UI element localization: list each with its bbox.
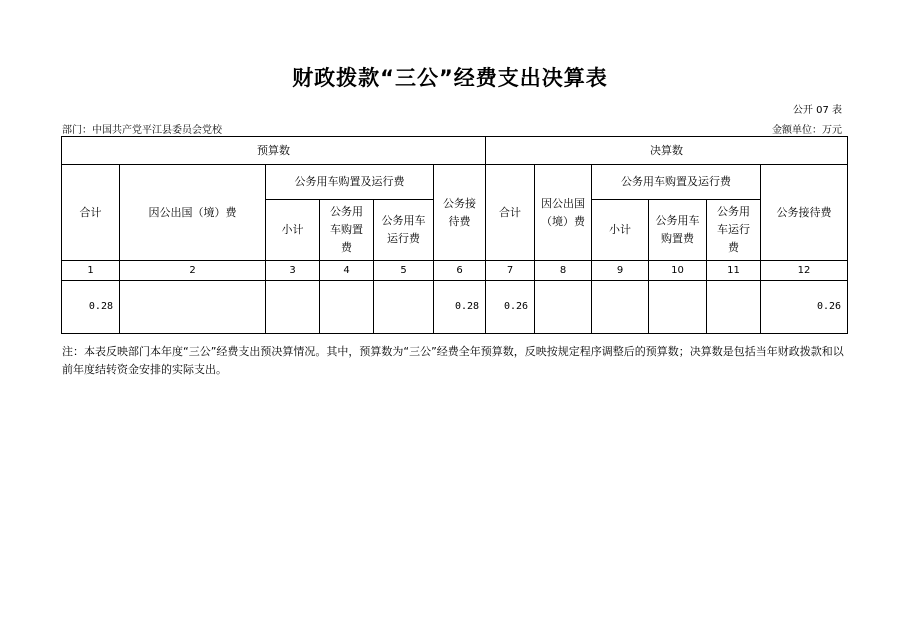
budget-vehicle-group-header: 公务用车购置及运行费	[266, 165, 434, 200]
final-subtotal-header: 小计	[592, 200, 649, 261]
column-number: 11	[707, 261, 761, 281]
final-abroad-value	[535, 281, 592, 334]
final-vehicle-operation-value	[707, 281, 761, 334]
column-number: 10	[649, 261, 707, 281]
final-vehicle-purchase-value	[649, 281, 707, 334]
budget-vehicle-purchase-value	[320, 281, 374, 334]
amount-unit-label: 金额单位：万元	[772, 125, 842, 136]
column-number: 12	[761, 261, 848, 281]
final-vehicle-group-header: 公务用车购置及运行费	[592, 165, 761, 200]
column-number: 3	[266, 261, 320, 281]
form-code: 公开 07 表	[792, 105, 842, 116]
column-number: 8	[535, 261, 592, 281]
column-number: 6	[434, 261, 486, 281]
budget-total-header: 合计	[62, 165, 120, 261]
budget-reception-header: 公务接待费	[434, 165, 486, 261]
final-reception-header: 公务接待费	[761, 165, 848, 261]
budget-vehicle-subtotal-value	[266, 281, 320, 334]
budget-total-value: 0.28	[62, 281, 120, 334]
budget-vehicle-purchase-header: 公务用车购置费	[320, 200, 374, 261]
budget-reception-value: 0.28	[434, 281, 486, 334]
final-vehicle-operation-header: 公务用车运行费	[707, 200, 761, 261]
budget-abroad-header: 因公出国（境）费	[120, 165, 266, 261]
column-number: 9	[592, 261, 649, 281]
column-number: 4	[320, 261, 374, 281]
final-abroad-header: 因公出国（境）费	[535, 165, 592, 261]
final-total-header: 合计	[486, 165, 535, 261]
column-number: 2	[120, 261, 266, 281]
three-public-expenses-table	[61, 136, 848, 334]
final-vehicle-purchase-header: 公务用车购置费	[649, 200, 707, 261]
budget-abroad-value	[120, 281, 266, 334]
budget-section-header: 预算数	[62, 137, 486, 165]
page-title: 财政拨款“三公”经费支出决算表	[292, 66, 608, 90]
table-note: 注：本表反映部门本年度“三公”经费支出预决算情况。其中，预算数为“三公”经费全年预算数，反映按规定程序调整后的预算数；决算数是包括当年财政拨款和以前年度结转资金安排的实际支出。	[62, 345, 844, 376]
budget-subtotal-header: 小计	[266, 200, 320, 261]
budget-vehicle-operation-value	[374, 281, 434, 334]
column-number: 5	[374, 261, 434, 281]
department-label: 部门：中国共产党平江县委员会党校	[62, 125, 222, 136]
column-number: 1	[62, 261, 120, 281]
final-total-value: 0.26	[486, 281, 535, 334]
final-vehicle-subtotal-value	[592, 281, 649, 334]
final-section-header: 决算数	[486, 137, 848, 165]
budget-vehicle-operation-header: 公务用车运行费	[374, 200, 434, 261]
final-reception-value: 0.26	[761, 281, 848, 334]
table-row	[62, 281, 848, 334]
column-number: 7	[486, 261, 535, 281]
